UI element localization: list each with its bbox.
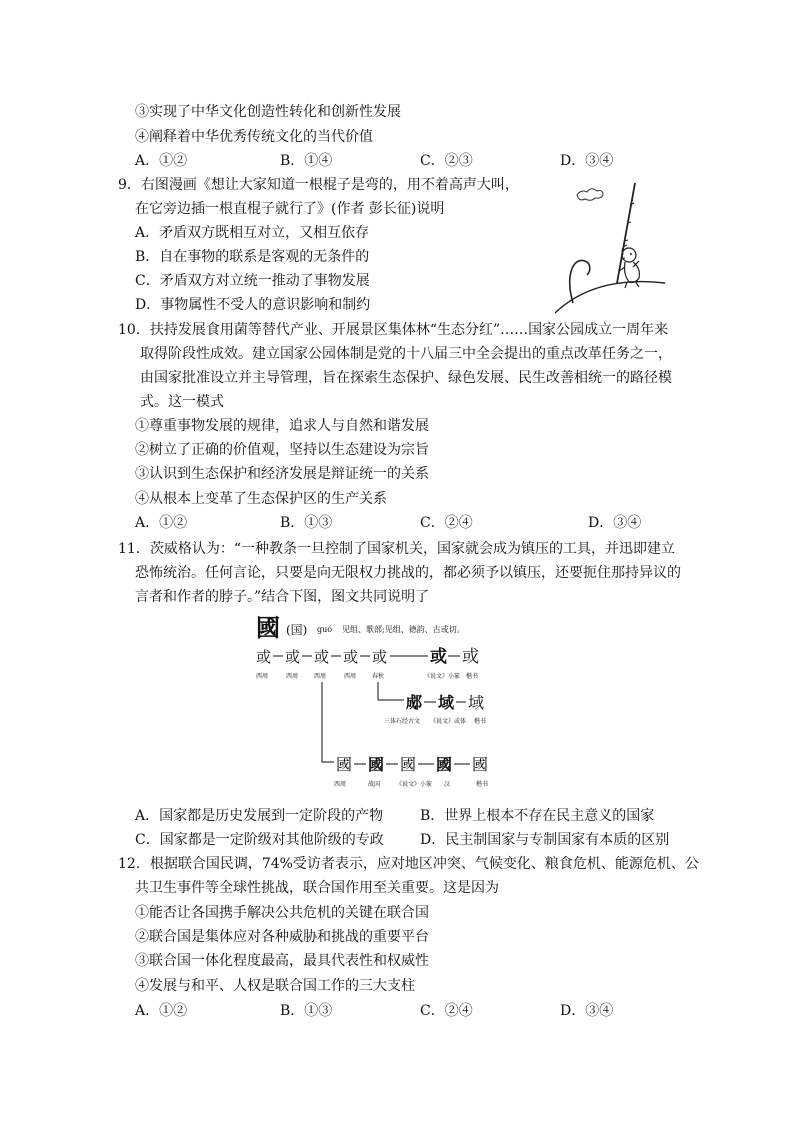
row3: [334, 755, 488, 788]
row3-label: 楷书: [476, 781, 489, 788]
head-note: 见组、歌部;见组、德韵、古或切。: [342, 625, 465, 634]
q12-item-2: ②联合国是集体应对各种威胁和挑战的重要平台: [135, 929, 429, 945]
q12-option-b: B．①③: [280, 1003, 333, 1019]
q12-item-3: ③联合国一体化程度最高，最具代表性和权威性: [135, 953, 429, 969]
q12-option-d: D．③④: [560, 1003, 614, 1019]
q10-stem-1: 10．扶持发展食用菌等替代产业、开展景区集体林“生态分红”……国家公园成立一周年来: [118, 322, 669, 338]
q10-stem-2: 取得阶段性成效。建立国家公园体制是党的十八届三中全会提出的重点改革任务之一，: [140, 346, 672, 362]
q10-item-3: ③认识到生态保护和经济发展是辩证统一的关系: [135, 466, 429, 482]
q11-option-d: D．民主制国家与专制国家有本质的区别: [420, 832, 670, 848]
row1-label: 西周: [344, 673, 357, 680]
q9-option-b: B．自在事物的联系是客观的无条件的: [135, 249, 370, 265]
row3-label: 战国: [368, 781, 381, 788]
q11-option-a: A．国家都是历史发展到一定阶段的产物: [135, 808, 384, 824]
row2: [384, 693, 486, 725]
q12-option-a: A．①②: [135, 1003, 188, 1019]
q11-stem-3: 言者和作者的脖子。”结合下图，图文共同说明了: [135, 589, 430, 605]
q8-option-b: B．①④: [280, 153, 333, 169]
q8-item-3: ③实现了中华文化创造性转化和创新性发展: [135, 104, 401, 120]
row3-char: 國: [368, 755, 385, 774]
q8-option-a: A．①②: [135, 153, 188, 169]
row3-label: 《说文》小篆: [396, 781, 433, 788]
q11-stem-2: 恐怖统治。任何言论，只要是向无限权力挑战的，都必须予以镇压，还要扼住那持异议的: [135, 565, 681, 581]
row1-label: 西周: [286, 673, 299, 680]
q10-item-1: ①尊重事物发展的规律，追求人与自然和谐发展: [135, 418, 429, 434]
row3-char: 國: [436, 755, 453, 774]
cartoon-image: [555, 175, 665, 315]
q9-option-d: D．事物属性不受人的意识影响和制约: [135, 297, 371, 313]
q9-stem-2: 在它旁边插一根直棍子就行了》(作者 彭长征)说明: [135, 201, 445, 217]
row1-label: 《说文》小篆: [424, 673, 461, 680]
row1-char: 或: [462, 647, 479, 667]
q10-option-a: A．①②: [135, 515, 188, 531]
q12-option-c: C．②④: [420, 1003, 473, 1019]
q9-option-a: A．矛盾双方既相互对立，又相互依存: [135, 225, 370, 241]
row1-char: 或: [256, 648, 272, 666]
row1-char: 或: [285, 648, 301, 666]
q11-option-b: B．世界上根本不存在民主意义的国家: [420, 808, 655, 824]
row2-label: 三体石经古文: [384, 718, 421, 725]
q8-option-c: C．②③: [420, 153, 473, 169]
row1-label: 西周: [256, 673, 269, 680]
q8-item-4: ④阐释着中华优秀传统文化的当代价值: [135, 129, 373, 145]
row2-label: 楷书: [474, 718, 487, 725]
head-pinyin: guó: [317, 625, 333, 634]
row3-label: 汉: [444, 781, 451, 788]
head-char: 國: [256, 613, 280, 642]
q12-item-4: ④发展与和平、人权是联合国工作的三大支柱: [135, 978, 415, 994]
q9-stem-1: 9．右图漫画《想让大家知道一根棍子是弯的，用不着高声大叫，: [118, 177, 519, 193]
row1-char: 或: [314, 648, 330, 666]
row1-char: 或: [372, 648, 388, 666]
row1-label: 西周: [314, 673, 327, 680]
character-evolution-figure: [250, 610, 510, 795]
q9-option-c: C．矛盾双方对立统一推动了事物发展: [135, 273, 370, 289]
q10-stem-4: 式。这一模式: [140, 394, 224, 410]
q11-option-c: C．国家都是一定阶级对其他阶级的专政: [135, 832, 384, 848]
head-simplified: (国): [286, 623, 308, 637]
row1: [256, 646, 479, 680]
row3-char: 國: [400, 755, 417, 774]
row1-char: 或: [343, 648, 359, 666]
q11-stem-1: 11．茨威格认为：“一种教条一旦控制了国家机关，国家就会成为镇压的工具，并迅即建立: [118, 541, 675, 557]
row3-char: 國: [336, 755, 353, 774]
q12-stem-2: 共卫生事件等全球性挑战，联合国作用至关重要。这是因为: [135, 880, 499, 896]
q8-option-d: D．③④: [560, 153, 614, 169]
q10-option-c: C．②④: [420, 515, 473, 531]
q10-item-4: ④从根本上变革了生态保护区的生产关系: [135, 491, 387, 507]
q12-stem-1: 12．根据联合国民调，74%受访者表示，应对地区冲突、气候变化、粮食危机、能源危机、公: [118, 856, 699, 872]
row1-char: 或: [430, 647, 447, 667]
row3-char: 國: [472, 755, 489, 774]
q10-option-d: D．③④: [588, 515, 642, 531]
row1-label: 楷书: [466, 673, 479, 680]
q10-item-2: ②树立了正确的价值观，坚持以生态建设为宗旨: [135, 442, 429, 458]
row2-char: 域: [468, 693, 485, 712]
q10-option-b: B．①③: [280, 515, 333, 531]
row1-label: 春秋: [372, 673, 385, 680]
row3-label: 西周: [334, 781, 347, 788]
row2-char: 郕: [406, 693, 423, 712]
q12-item-1: ①能否让各国携手解决公共危机的关键在联合国: [135, 905, 429, 921]
row2-char: 域: [438, 693, 455, 712]
row2-label: 《说文》或体: [430, 718, 467, 725]
q10-stem-3: 由国家批准设立并主导管理，旨在探索生态保护、绿色发展、民生改善相统一的路径模: [140, 370, 672, 386]
